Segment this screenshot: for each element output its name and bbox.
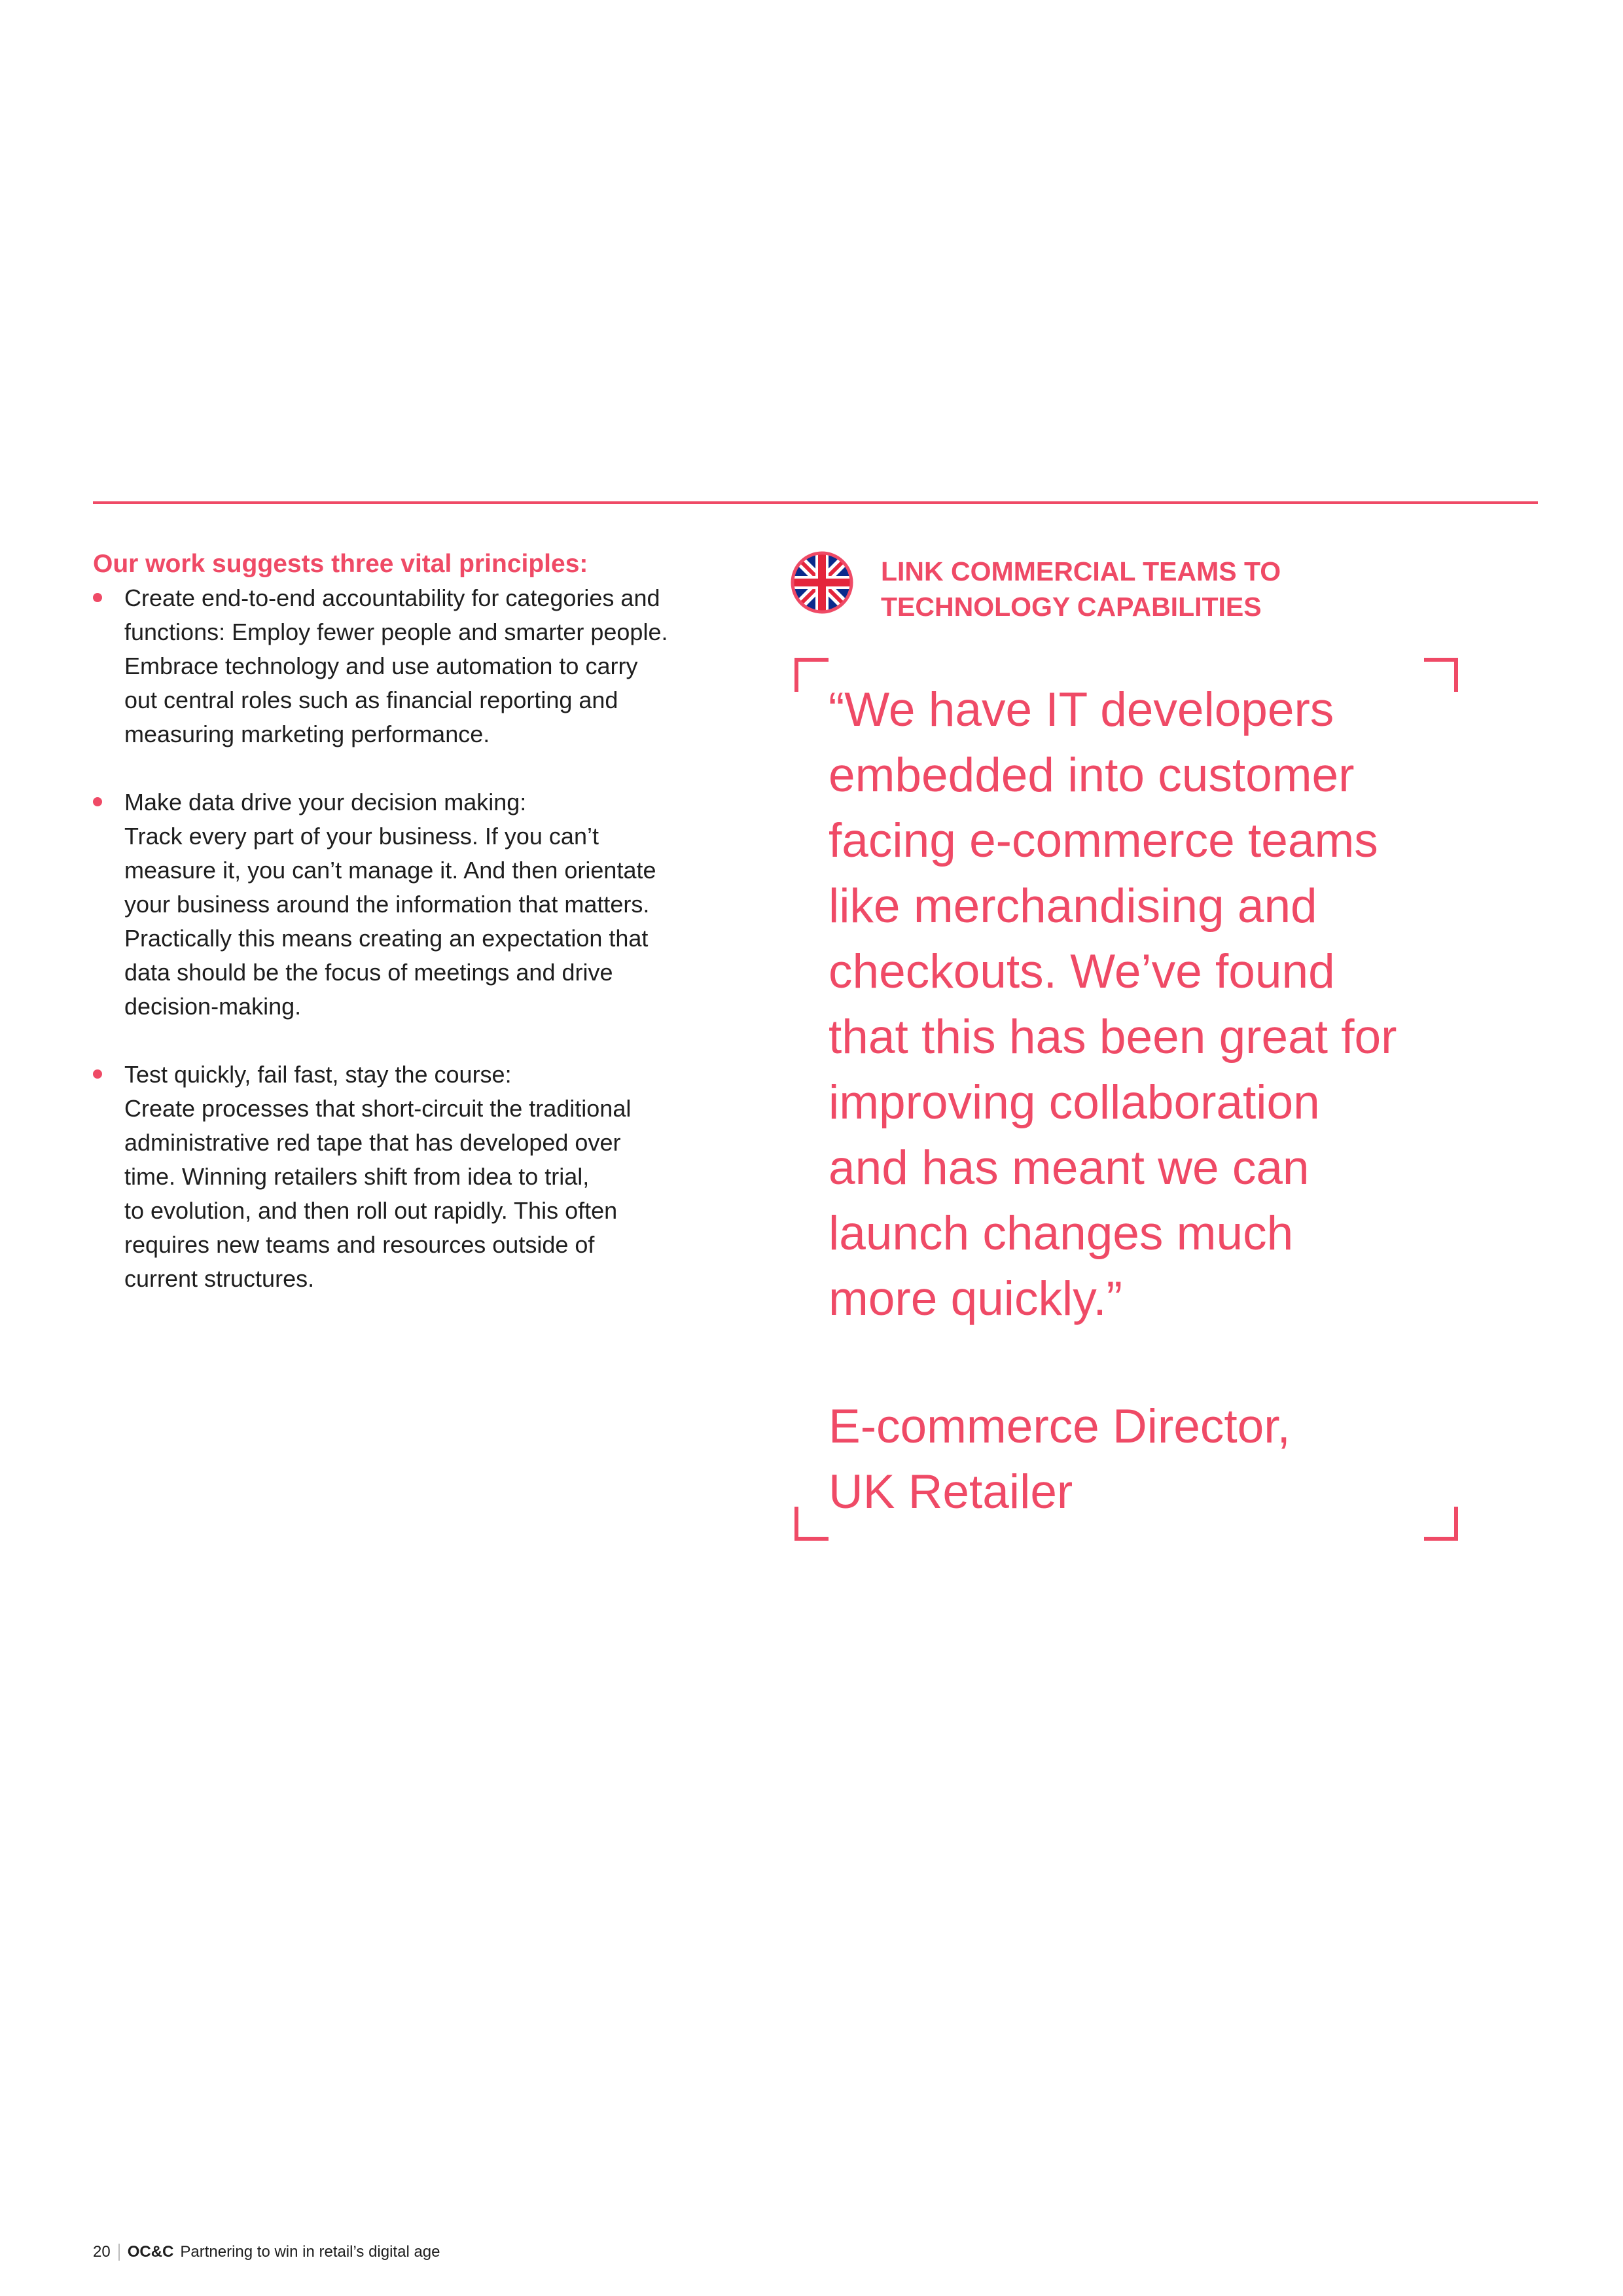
pull-quote [829,677,1418,1332]
principle-line: measuring marketing performance. [124,721,490,747]
quote-section-title [881,554,1470,624]
principle-line: current structures. [124,1265,315,1292]
quote-line: facing e-commerce teams [829,814,1378,867]
bullet-icon [93,593,102,602]
principle-line: to evolution, and then roll out rapidly. This often [124,1197,618,1224]
principle-line: decision-making. [124,993,302,1020]
attribution-line: UK Retailer [829,1465,1073,1518]
principle-line: Track every part of your business. If you can’t [124,823,599,850]
principle-item-1 [93,581,747,751]
footer-separator [118,2244,120,2261]
principles-heading: Our work suggests three vital principles: [93,550,588,578]
principle-item-3 [93,1058,747,1296]
quote-line: that this has been great for [829,1011,1397,1064]
principle-line: Create processes that short-circuit the traditional [124,1095,632,1122]
principle-line: time. Winning retailers shift from idea to trial, [124,1163,590,1190]
bullet-icon [93,797,102,806]
principle-line: out central roles such as financial reporting and [124,687,618,713]
quote-corner-bottom-left [794,1507,829,1541]
section-divider [93,501,1538,504]
quote-corner-top-right [1424,658,1458,692]
quote-corner-bottom-right [1424,1507,1458,1541]
bullet-icon [93,1069,102,1079]
principle-line: administrative red tape that has developed over [124,1129,621,1156]
principles-column [93,547,747,1330]
principle-line: Embrace technology and use automation to carry [124,653,638,679]
quote-line: checkouts. We’ve found [829,945,1335,998]
principle-line: requires new teams and resources outside of [124,1231,595,1258]
principles-list [93,581,747,1296]
footer-brand: OC&C [127,2243,174,2261]
quote-line: and has meant we can [829,1141,1310,1194]
title-line: LINK COMMERCIAL TEAMS TO [881,556,1281,586]
principle-line: data should be the focus of meetings and drive [124,959,613,986]
principle-line: functions: Employ fewer people and smarter people. [124,619,668,645]
footer-publication-title: Partnering to win in retail’s digital age [180,2243,440,2261]
quote-line: improving collaboration [829,1076,1320,1129]
principle-line: your business around the information that matters. [124,891,650,918]
quote-line: embedded into customer [829,749,1355,802]
quote-line: launch changes much [829,1207,1294,1260]
principle-line: Practically this means creating an expectation that [124,925,649,952]
principle-line: Make data drive your decision making: [124,789,527,816]
principle-line: Test quickly, fail fast, stay the course: [124,1061,512,1088]
quote-line: more quickly.” [829,1272,1122,1325]
principle-line: Create end-to-end accountability for categories and [124,584,660,611]
page-number: 20 [93,2243,111,2261]
quote-line: “We have IT developers [829,683,1334,736]
quote-corner-top-left [794,658,829,692]
attribution-line: E-commerce Director, [829,1400,1291,1453]
principle-line: measure it, you can’t manage it. And then orientate [124,857,656,884]
uk-flag-icon [791,551,853,614]
page-footer [93,2242,440,2262]
title-line: TECHNOLOGY CAPABILITIES [881,592,1262,622]
quote-line: like merchandising and [829,880,1317,933]
principle-item-2 [93,785,747,1024]
quote-attribution [829,1394,1418,1525]
